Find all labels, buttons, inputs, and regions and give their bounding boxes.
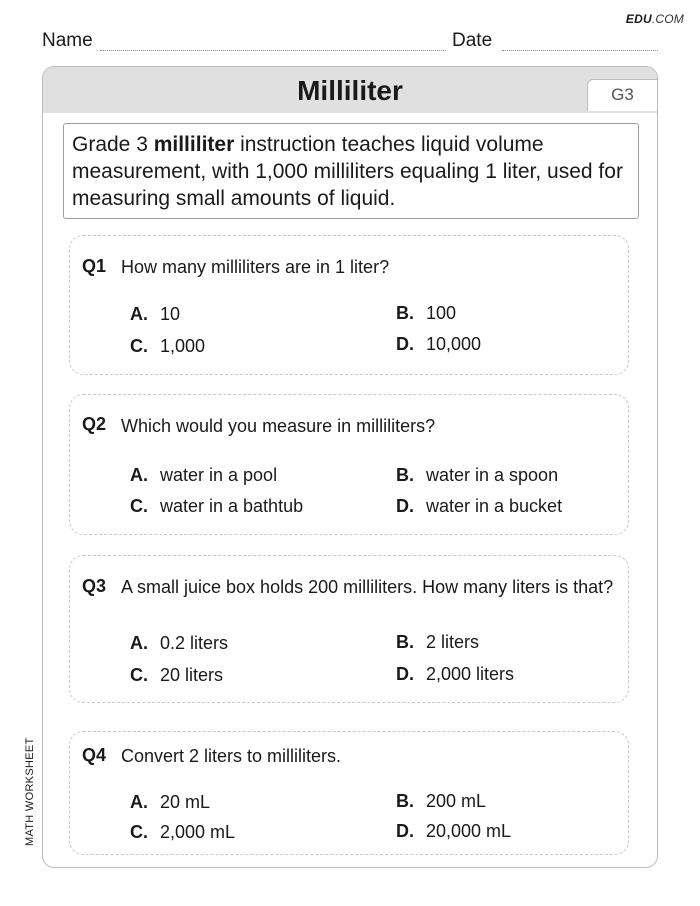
option-text: 2,000 liters bbox=[426, 664, 515, 684]
option-letter: D. bbox=[396, 821, 414, 841]
option-letter: C. bbox=[130, 822, 148, 842]
worksheet bbox=[42, 66, 658, 868]
option-a[interactable] bbox=[130, 304, 180, 325]
option-c[interactable] bbox=[130, 336, 205, 357]
name-date-row bbox=[40, 30, 658, 54]
question-text: A small juice box holds 200 milliliters. How many liters is that? bbox=[121, 577, 614, 597]
option-text: 1,000 bbox=[160, 336, 206, 356]
option-text: water in a pool bbox=[160, 465, 278, 485]
brand-logo bbox=[626, 12, 684, 26]
option-text: 200 mL bbox=[426, 791, 487, 811]
option-text: 20 mL bbox=[160, 792, 211, 812]
brand-name: EDU bbox=[625, 12, 652, 26]
option-text: 100 bbox=[426, 303, 457, 323]
option-letter: C. bbox=[130, 665, 148, 685]
option-text: water in a spoon bbox=[426, 465, 559, 485]
grade-badge: G3 bbox=[587, 79, 657, 111]
option-letter: C. bbox=[130, 496, 148, 516]
option-text: water in a bathtub bbox=[160, 496, 304, 516]
question-number: Q2 bbox=[82, 414, 107, 434]
option-a[interactable] bbox=[130, 465, 277, 486]
option-text: 2 liters bbox=[426, 632, 480, 652]
option-letter: C. bbox=[130, 336, 148, 356]
option-letter: A. bbox=[130, 304, 148, 324]
option-letter: A. bbox=[130, 792, 148, 812]
option-text: water in a bucket bbox=[426, 496, 563, 516]
option-text: 20,000 mL bbox=[426, 821, 512, 841]
option-letter: A. bbox=[130, 633, 148, 653]
question-card-q3 bbox=[69, 555, 629, 703]
question-text: How many milliliters are in 1 liter? bbox=[121, 257, 390, 277]
side-label: MATH WORKSHEET bbox=[24, 737, 36, 846]
option-text: 2,000 mL bbox=[160, 822, 236, 842]
option-text: 10,000 bbox=[426, 334, 482, 354]
question-number: Q3 bbox=[82, 576, 107, 596]
option-text: 10 bbox=[160, 304, 181, 324]
question-number: Q4 bbox=[82, 745, 107, 765]
option-b[interactable] bbox=[396, 791, 486, 812]
option-letter: B. bbox=[396, 791, 414, 811]
option-text: 0.2 liters bbox=[160, 633, 229, 653]
option-letter: A. bbox=[130, 465, 148, 485]
option-b[interactable] bbox=[396, 465, 558, 486]
question-card-q1 bbox=[69, 235, 629, 375]
option-letter: B. bbox=[396, 632, 414, 652]
question-text: Convert 2 liters to milliliters. bbox=[121, 746, 342, 766]
option-d[interactable] bbox=[396, 821, 511, 842]
option-c[interactable] bbox=[130, 665, 223, 686]
option-a[interactable] bbox=[130, 633, 228, 654]
option-d[interactable] bbox=[396, 496, 562, 517]
intro-box bbox=[63, 123, 639, 219]
option-d[interactable] bbox=[396, 334, 481, 355]
option-letter: D. bbox=[396, 664, 414, 684]
name-line bbox=[100, 50, 446, 51]
option-letter: D. bbox=[396, 334, 414, 354]
brand-suffix: .COM bbox=[651, 12, 684, 26]
option-b[interactable] bbox=[396, 632, 479, 653]
question-number: Q1 bbox=[82, 256, 107, 276]
option-letter: B. bbox=[396, 303, 414, 323]
name-label: Name bbox=[42, 30, 93, 51]
option-c[interactable] bbox=[130, 822, 235, 843]
option-letter: B. bbox=[396, 465, 414, 485]
intro-keyword: milliliter bbox=[153, 133, 235, 156]
option-letter: D. bbox=[396, 496, 414, 516]
worksheet-header bbox=[43, 67, 657, 113]
intro-text-end: instruction teaches liquid volume measurement, with 1,000 milliliters equaling 1 liter, used for measuring small amounts of liquid. bbox=[72, 133, 623, 210]
question-card-q4 bbox=[69, 731, 629, 855]
date-label: Date bbox=[452, 30, 493, 51]
option-text: 20 liters bbox=[160, 665, 224, 685]
option-a[interactable] bbox=[130, 792, 210, 813]
question-card-q2 bbox=[69, 394, 629, 535]
worksheet-title: Milliliter bbox=[297, 75, 403, 106]
option-d[interactable] bbox=[396, 664, 514, 685]
option-c[interactable] bbox=[130, 496, 303, 517]
question-text: Which would you measure in milliliters? bbox=[121, 416, 436, 436]
intro-text-start: Grade 3 bbox=[72, 133, 154, 156]
date-line bbox=[502, 50, 658, 51]
option-b[interactable] bbox=[396, 303, 456, 324]
